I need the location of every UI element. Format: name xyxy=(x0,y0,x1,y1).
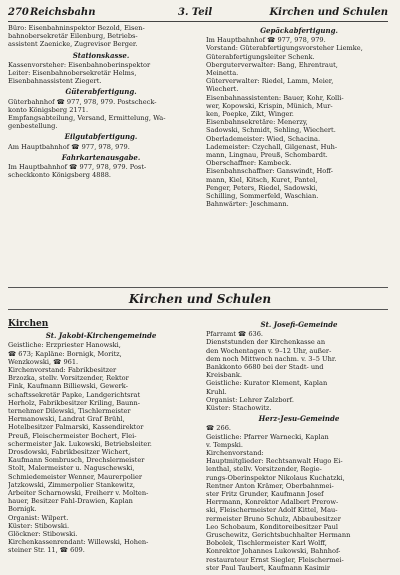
text-line: bahnobersekretär Eilenburg, Betriebs- xyxy=(8,32,138,41)
text-line: scheckkonto Königsberg 4888. xyxy=(8,171,111,180)
subsection-heading: Eilgutabfertigung. xyxy=(64,133,138,142)
text-line: Vorstand: Güterabfertigungsvorsteher Liemke, xyxy=(206,44,363,53)
text-line: schermeister Jak. Lukowski, Betriebsleiter. xyxy=(8,439,152,448)
text-line: Kreisbank. xyxy=(206,371,242,380)
section-title: Kirchen und Schulen xyxy=(128,292,272,306)
text-line: Geistliche: Pfarrer Warnecki, Kaplan xyxy=(206,432,329,441)
text-line: Im Hauptbahnhof ☎ 977, 978, 979. Post- xyxy=(8,163,147,172)
text-line: restaurateur Ernst Siegler, Fleischermei- xyxy=(206,555,344,564)
subsection-heading: St. Josefi-Gemeinde xyxy=(260,321,338,329)
text-line: Küster: Stachowitz. xyxy=(206,404,272,413)
lower-left-column xyxy=(8,318,194,555)
text-line: Drosdowski, Fabrikbesitzer Wichert, xyxy=(8,448,131,457)
text-line: Penger, Peters, Riedel, Sadowski, xyxy=(206,183,318,192)
section-divider-bottom xyxy=(8,309,388,310)
text-line: Lademeister: Czychall, Gilgenast, Huh- xyxy=(206,142,338,151)
subsection-heading: Gepäckabfertigung. xyxy=(260,27,338,35)
text-line: Küster: Stibowski. xyxy=(8,521,70,530)
subsection-heading: Fahrkartenausgabe. xyxy=(61,153,141,162)
text-line: Organist: Wilpert. xyxy=(8,513,69,522)
top-left-column xyxy=(8,24,194,179)
text-line: Hauptmitglieder: Rechtsanwalt Hugo Ei- xyxy=(206,457,343,466)
text-line: Bahnwärter: Jeschmann. xyxy=(206,200,289,209)
lower-left-lines xyxy=(8,332,194,554)
text-line: Pfarramt ☎ 636. xyxy=(206,330,264,339)
text-line: Organist: Lehrer Zalzborf. xyxy=(206,395,294,404)
text-line: Oberschaffner: Kambeck. xyxy=(206,159,292,168)
text-line: Eisenbahnassistent Ziegert. xyxy=(8,77,102,86)
text-line: dem noch Mittwoch nachm. v. 3–5 Uhr. xyxy=(206,354,337,363)
part-label: 3. Teil xyxy=(178,7,213,18)
text-line: Wenzkowski, ☎ 961. xyxy=(8,357,79,366)
text-line: Brzozka, stellv. Vorsitzender, Rektor xyxy=(8,374,129,383)
running-title: Reichsbahn xyxy=(30,7,96,18)
text-line: Eisenbahnsekretäre: Menerzy, xyxy=(206,118,308,127)
text-line: Leo Schobaum, Konditoreibesitzer Paul xyxy=(206,522,339,531)
section-label: Kirchen und Schulen xyxy=(269,7,388,18)
text-line: Arbeiter Scharnowski, Freiherr v. Molten- xyxy=(8,489,149,498)
text-line: Oberguterverwalter: Bang, Ehrentraut, xyxy=(206,60,338,69)
text-line: Jatzkowski, Zimmerpolier Stankewitz, xyxy=(8,480,136,489)
section-divider-top xyxy=(8,287,388,288)
churches-heading: Kirchen xyxy=(8,319,49,329)
text-line: Kaufmann Sombrusch, Drechslermeister xyxy=(8,456,145,465)
text-line: Empfangsabteilung, Versand, Ermittelung, Wa- xyxy=(8,114,166,123)
text-line: Bobolek, Tischlermeister Karl Wolff, xyxy=(206,539,327,548)
page-number: 270 xyxy=(8,7,29,18)
text-line: Bornigk. xyxy=(8,505,37,514)
text-line: Konrektor Johannes Lukowski, Bahnhof- xyxy=(206,547,341,556)
text-line: ski, Fleischermeister Adolf Kittel, Mau- xyxy=(206,506,338,515)
text-line: Geistliche: Kurator Klement, Kaplan xyxy=(206,379,328,388)
text-line: Oberlademeister: Wied, Schacina. xyxy=(206,134,321,143)
text-line: Kirchenkassenrendant: Willewski, Hohen- xyxy=(8,538,149,547)
text-line: Güterabfertigungsleiter Schenk. xyxy=(206,52,315,61)
text-line: Eisenbahnassistenten: Bauer, Kohr, Kolli- xyxy=(206,93,344,102)
text-line: Schilling, Sommerfeld, Waschian. xyxy=(206,192,319,201)
text-line: Hermanowski, Landrat Graf Brühl, xyxy=(8,415,125,424)
text-line: Leiter: Eisenbahnobersekretär Helms, xyxy=(8,69,137,78)
text-line: rermeister Bruno Schulz, Abbaubesitzer xyxy=(206,514,341,523)
text-line: Schmiedemeister Wenner, Maurerpolier xyxy=(8,472,143,481)
text-line: Wiechert. xyxy=(206,85,239,94)
text-line: Bankkonto 6680 bei der Stadt- und xyxy=(206,363,324,372)
text-line: Geistliche: Erzpriester Hanowski, xyxy=(8,341,121,350)
subsection-heading: St. Jakobi-Kirchengemeinde xyxy=(45,332,157,341)
text-line: Hotelbesitzer Palmarski, Kassendirektor xyxy=(8,423,144,432)
text-line: Preuß, Fleischermeister Bochert, Flei- xyxy=(8,431,137,440)
top-right-column xyxy=(206,24,392,208)
text-line: Kruhl. xyxy=(206,387,227,396)
text-line: Gruschewitz, Gerichtsbuchhalter Hermann xyxy=(206,531,351,540)
text-line: Glöckner: Stibowski. xyxy=(8,530,78,539)
text-line: Büro: Eisenbahninspektor Bezold, Eisen- xyxy=(8,24,145,32)
subsection-heading: Herz-Jesu-Gemeinde xyxy=(258,415,340,424)
text-line: ternehmer Dilewski, Tischlermeister xyxy=(8,407,131,416)
text-line: assistent Zaenicke, Zugrevisor Berger. xyxy=(8,40,138,49)
text-line: Kirchenvorstand: xyxy=(206,449,264,458)
text-line: ☎ 673; Kapläne: Bornigk, Moritz, xyxy=(8,349,122,358)
text-line: Stolt, Malermeister u. Naguschewski, xyxy=(8,464,135,473)
text-line: Kassenvorsteher: Eisenbahnoberinspektor xyxy=(8,60,151,69)
text-line: konto Königsberg 2171. xyxy=(8,105,89,114)
text-line: Dienststunden der Kirchenkasse an xyxy=(206,338,326,347)
text-line: ster Fritz Grunder, Kaufmann Josef xyxy=(206,490,324,499)
text-line: steiner Str. 11, ☎ 609. xyxy=(8,546,85,555)
subsection-heading: Stationskasse. xyxy=(72,51,130,60)
text-line: ken, Poepke, Zikt, Winger. xyxy=(206,110,294,119)
text-line: den Wochentagen v. 9–12 Uhr, außer- xyxy=(206,346,332,355)
text-line: genbestellung. xyxy=(8,122,58,131)
text-line: mann, Kiel, Kitsch, Kuret, Pantel, xyxy=(206,175,318,184)
text-line: Fink, Kaufmann Billiewski, Gewerk- xyxy=(8,382,128,391)
text-line: Herrmann, Konrektor Adalbert Prerow- xyxy=(206,498,339,507)
text-line: hauer, Besitzer Fahl-Drawien, Kaplan xyxy=(8,497,133,506)
text-line: rungs-Oberinspektor Nikolaus Kuchatzki, xyxy=(206,473,345,482)
text-line: v. Tempski. xyxy=(206,440,243,449)
text-line: Sadowski, Schmidt, Sehling, Wiechert. xyxy=(206,126,336,135)
text-line: lenthal, stellv. Vorsitzender, Regie- xyxy=(206,465,322,474)
text-line: ☎ 266. xyxy=(206,424,231,433)
text-line: Eisenbahnschaffner: Ganswindt, Hoff- xyxy=(206,167,333,176)
text-line: Kirchenvorstand: Fabrikbesitzer xyxy=(8,366,117,375)
text-line: schaftssekretär Papke, Landgerichtsrat xyxy=(8,390,141,399)
text-line: ster Paul Taubert, Kaufmann Kasimir xyxy=(206,563,331,572)
text-line: mann, Lingnau, Preuß, Schombardt. xyxy=(206,151,328,160)
text-line: Meinetta. xyxy=(206,69,239,78)
text-line: Im Hauptbahnhof ☎ 977, 978, 979. xyxy=(206,36,326,45)
lower-right-column xyxy=(206,318,392,572)
subsection-heading: Güterabfertigung. xyxy=(65,88,137,97)
text-line: wer, Kopowski, Krispin, Münich, Mur- xyxy=(206,101,333,110)
text-line: Güterbahnhof ☎ 977, 978, 979. Postscheck- xyxy=(8,97,157,106)
text-line: Güterverwalter: Riedel, Lamm, Meier, xyxy=(206,77,334,86)
text-line: Herholz, Fabrikbesitzer Kriling, Baunn- xyxy=(8,398,141,407)
page-header xyxy=(8,7,388,22)
text-line: Rentner Anton Krämer, Oberbahnmei- xyxy=(206,481,334,490)
text-line: Am Hauptbahnhof ☎ 977, 978, 979. xyxy=(8,142,130,151)
